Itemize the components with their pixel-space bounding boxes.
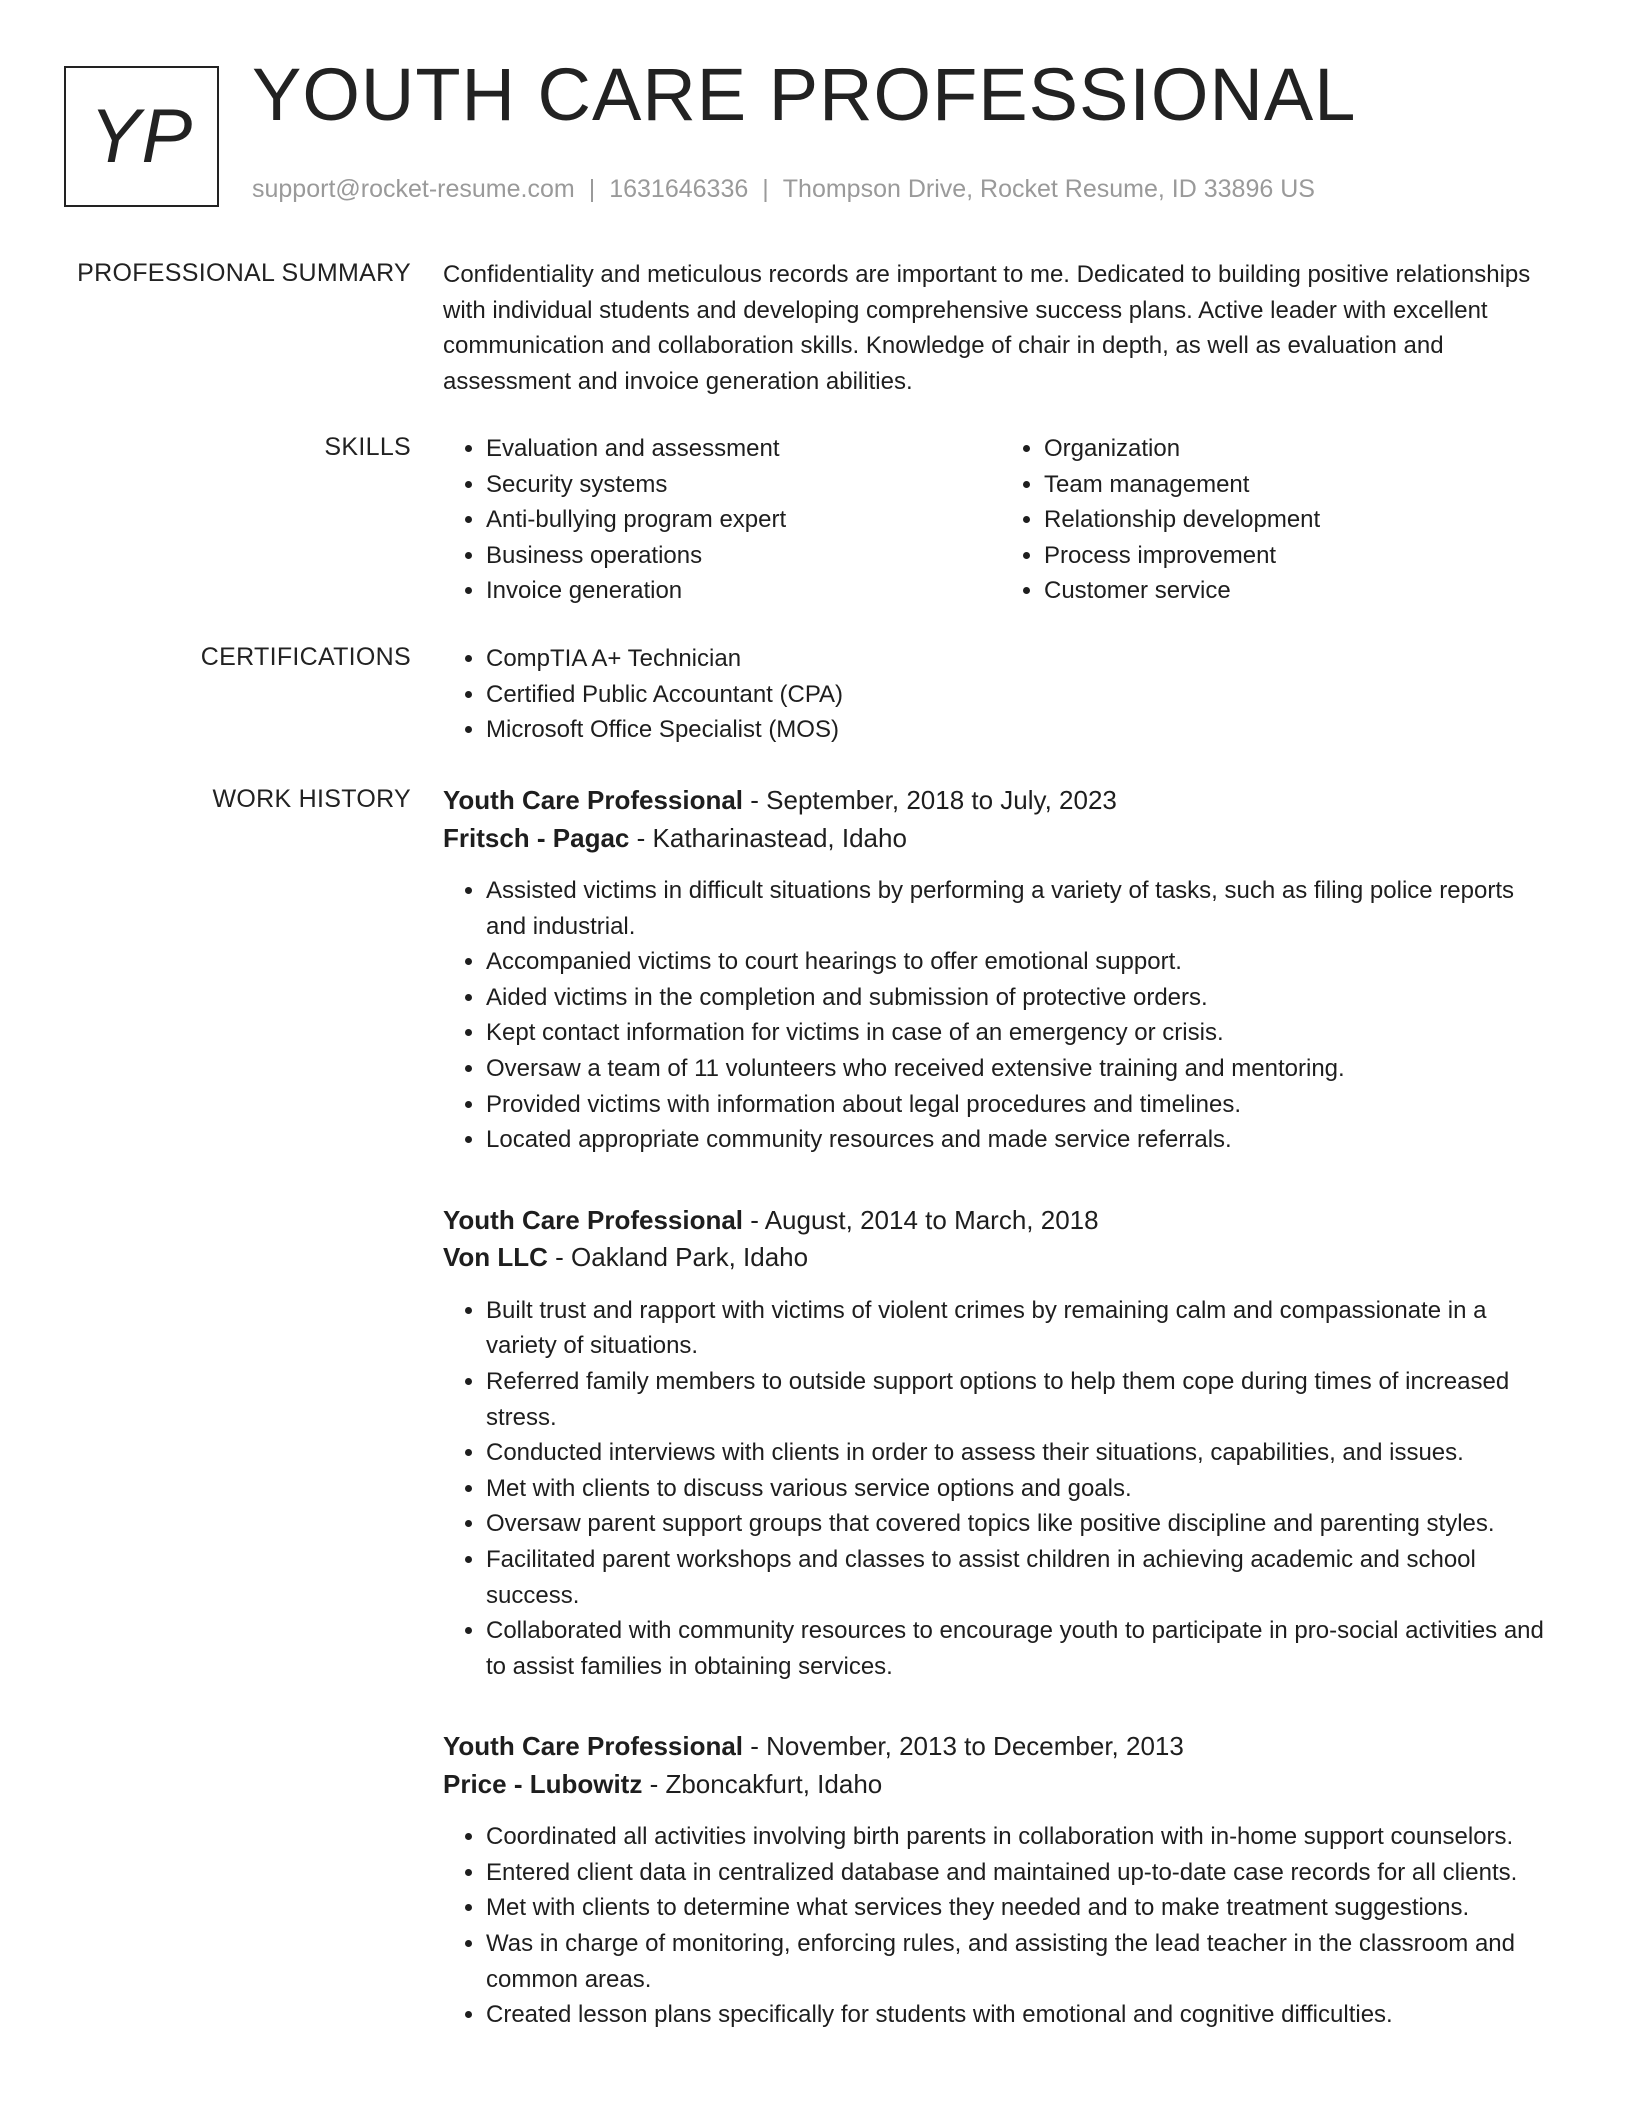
- job-title-line: [443, 1728, 1559, 1766]
- job-title-line: [443, 782, 1559, 820]
- job-duty-item: • Referred family members to outside support options to help them cope during times of increased stress.: [486, 1364, 1559, 1435]
- job-duty-item: • Oversaw a team of 11 volunteers who received extensive training and mentoring.: [486, 1051, 1559, 1087]
- skills-body: [443, 431, 1559, 609]
- job-location: - Oakland Park, Idaho: [547, 1242, 809, 1273]
- skill-item: • Anti-bullying program expert: [486, 502, 1001, 538]
- job-duty-item: • Created lesson plans specifically for students with emotional and cognitive difficulties.: [486, 1997, 1559, 2033]
- skills-heading: SKILLS: [324, 433, 411, 461]
- job-duty-item: • Accompanied victims to court hearings to offer emotional support.: [486, 944, 1559, 980]
- skill-item: • Organization: [1044, 431, 1559, 467]
- job-duty-item: • Conducted interviews with clients in order to assess their situations, capabilities, and issues.: [486, 1435, 1559, 1471]
- skill-item: • Evaluation and assessment: [486, 431, 1001, 467]
- skill-item: • Team management: [1044, 467, 1559, 503]
- certifications-body: [443, 641, 1559, 748]
- skill-item: • Business operations: [486, 538, 1001, 574]
- job-company: Price - Lubowitz: [443, 1768, 643, 1799]
- job-dates: - August, 2014 to March, 2018: [743, 1204, 1099, 1235]
- job-role: Youth Care Professional: [443, 785, 744, 815]
- job-dates: - November, 2013 to December, 2013: [743, 1731, 1184, 1762]
- work-history-body: [443, 782, 1559, 2033]
- certification-item: • CompTIA A+ Technician: [486, 641, 1559, 677]
- job-entry: [443, 782, 1559, 1158]
- job-role: Youth Care Professional: [443, 1204, 744, 1235]
- skill-item: • Customer service: [1044, 573, 1559, 609]
- job-entry: [443, 1728, 1559, 2033]
- job-company-line: [443, 1766, 1559, 1804]
- job-duty-item: • Collaborated with community resources to encourage youth to participate in pro-social activities and to assist families in obtaining services.: [486, 1613, 1559, 1684]
- job-company-line: [443, 1239, 1559, 1277]
- work-history-heading: WORK HISTORY: [212, 785, 411, 813]
- skill-item: • Security systems: [486, 467, 1001, 503]
- job-role: Youth Care Professional: [443, 1731, 744, 1762]
- certification-item: • Microsoft Office Specialist (MOS): [486, 712, 1559, 748]
- job-duty-item: • Oversaw parent support groups that covered topics like positive discipline and parenting styles.: [486, 1506, 1559, 1542]
- job-company-line: [443, 820, 1559, 858]
- job-duties-list: [443, 1293, 1559, 1685]
- job-duty-item: • Provided victims with information about legal procedures and timelines.: [486, 1087, 1559, 1123]
- job-duty-item: • Kept contact information for victims in case of an emergency or crisis.: [486, 1015, 1559, 1051]
- certifications-list: [443, 641, 1559, 748]
- skill-item: • Relationship development: [1044, 502, 1559, 538]
- job-dates: - September, 2018 to July, 2023: [743, 785, 1117, 815]
- job-duty-item: • Built trust and rapport with victims of violent crimes by remaining calm and compassionate in a variety of situations.: [486, 1293, 1559, 1364]
- contact-separator: |: [762, 175, 769, 203]
- job-title-line: [443, 1202, 1559, 1240]
- contact-separator: |: [588, 175, 596, 203]
- certification-item: • Certified Public Accountant (CPA): [486, 677, 1559, 713]
- summary-text: Confidentiality and meticulous records are important to me. Dedicated to building positive relationships with individual students and developing comprehensive success plans. Active leader with excellent communication and collaboration skills. Knowledge of chair in depth, as well as evaluation and assessment and invoice generation abilities.: [443, 261, 1531, 395]
- skills-list-left: [443, 431, 1001, 609]
- summary-heading: PROFESSIONAL SUMMARY: [77, 259, 411, 287]
- monogram-box: [64, 66, 219, 207]
- job-duty-item: • Was in charge of monitoring, enforcing rules, and assisting the lead teacher in the classroom and common areas.: [486, 1926, 1559, 1997]
- job-location: - Katharinastead, Idaho: [629, 822, 907, 853]
- contact-email: support@rocket-resume.com: [252, 175, 575, 203]
- job-duties-list: [443, 873, 1559, 1158]
- job-duty-item: • Facilitated parent workshops and classes to assist children in achieving academic and school success.: [486, 1542, 1559, 1613]
- monogram-initials: YP: [89, 94, 194, 179]
- skill-item: • Process improvement: [1044, 538, 1559, 574]
- job-duty-item: • Located appropriate community resources and made service referrals.: [486, 1122, 1559, 1158]
- job-duty-item: • Coordinated all activities involving birth parents in collaboration with in-home support counselors.: [486, 1819, 1559, 1855]
- job-duty-item: • Aided victims in the completion and submission of protective orders.: [486, 980, 1559, 1016]
- job-duties-list: [443, 1819, 1559, 2033]
- skills-list-right: [1001, 431, 1559, 609]
- job-company: Fritsch - Pagac: [443, 822, 630, 853]
- job-company: Von LLC: [443, 1242, 548, 1273]
- job-duty-item: • Met with clients to discuss various service options and goals.: [486, 1471, 1559, 1507]
- job-duty-item: • Met with clients to determine what services they needed and to make treatment suggestions.: [486, 1890, 1559, 1926]
- contact-address: Thompson Drive, Rocket Resume, ID 33896 US: [782, 175, 1315, 203]
- certifications-heading: CERTIFICATIONS: [200, 643, 411, 671]
- skill-item: • Invoice generation: [486, 573, 1001, 609]
- job-location: - Zboncakfurt, Idaho: [642, 1768, 883, 1799]
- contact-line: [252, 174, 1315, 204]
- job-duty-item: • Assisted victims in difficult situations by performing a variety of tasks, such as filing police reports and industrial.: [486, 873, 1559, 944]
- job-duty-item: • Entered client data in centralized database and maintained up-to-date case records for all clients.: [486, 1855, 1559, 1891]
- job-entry: [443, 1202, 1559, 1685]
- contact-phone: 1631646336: [609, 175, 749, 203]
- resume-name: YOUTH CARE PROFESSIONAL: [252, 53, 1357, 136]
